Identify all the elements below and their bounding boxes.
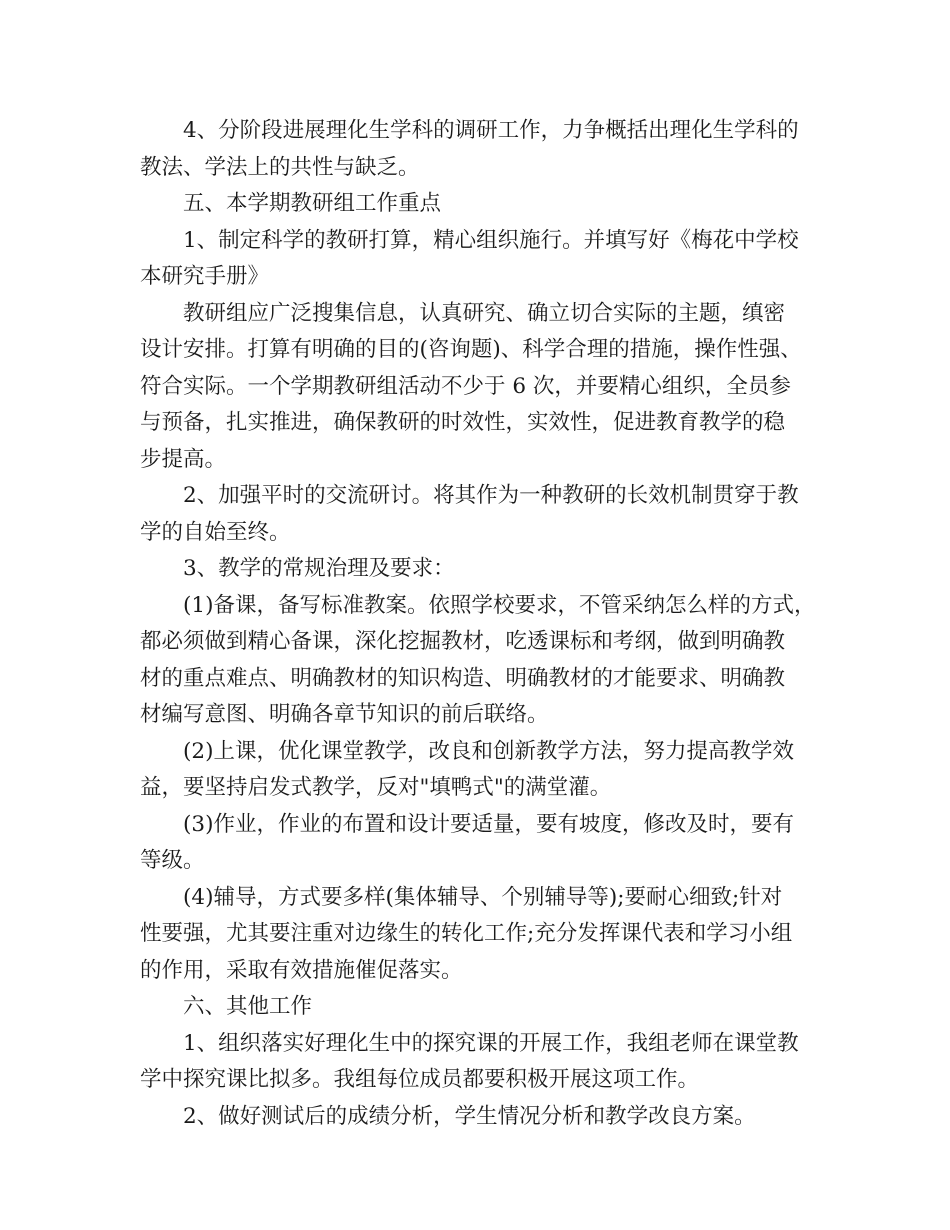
text-line: 材编写意图、明确各章节知识的前后联络。	[140, 702, 549, 727]
text-line: 等级。	[140, 848, 205, 873]
paragraph-score-analysis: 2、做好测试后的成绩分析，学生情况分析和教学改良方案。	[183, 1103, 756, 1129]
text-line: 都必须做到精心备课，深化挖掘教材，吃透课标和考纲，做到明确教	[140, 629, 786, 654]
text-line: 步提高。	[140, 446, 227, 472]
text-line: 1、制定科学的教研打算，精心组织施行。并填写好《梅花中学校	[183, 227, 799, 253]
paragraph-tutoring	[140, 880, 812, 990]
text-line: 设计安排。打算有明确的目的(咨询题)、科学合理的措施，操作性强、	[140, 337, 802, 362]
text-line: (1)备课，备写标准教案。依照学校要求，不管采纳怎么样的方式，	[183, 592, 816, 618]
text-line: 2、加强平时的交流研讨。将其作为一种教研的长效机制贯穿于教	[183, 483, 799, 508]
paragraph-homework	[140, 807, 812, 880]
text-line: (4)辅导，方式要多样(集体辅导、个别辅导等);要耐心细致;针对	[183, 884, 783, 910]
document-body	[140, 113, 816, 1135]
paragraph-item-4	[140, 113, 812, 186]
paragraph-research-group	[140, 296, 812, 479]
paragraph-routine-management: 3、教学的常规治理及要求：	[183, 556, 455, 581]
text-line: 教研组应广泛搜集信息，认真研究、确立切合实际的主题，缜密	[183, 300, 786, 326]
section-heading-5: 五、本学期教研组工作重点	[183, 191, 442, 216]
text-line: 材的重点难点、明确教材的知识构造、明确教材的才能要求、明确教	[140, 665, 786, 691]
text-line: 学的自始至终。	[140, 519, 291, 545]
paragraph-plan	[140, 223, 812, 296]
paragraph-class	[140, 734, 812, 807]
paragraph-inquiry-class	[140, 1026, 812, 1099]
text-line: 4、分阶段进展理化生学科的调研工作，力争概括出理化生学科的	[183, 118, 799, 143]
text-line: 益，要坚持启发式教学，反对"填鸭式"的满堂灌。	[140, 775, 612, 800]
text-line: 符合实际。一个学期教研组活动不少于 6 次，并要精心组织，全员参	[140, 373, 791, 399]
text-line: 教法、学法上的共性与缺乏。	[140, 154, 420, 180]
paragraph-lesson-prep	[140, 588, 816, 734]
text-line: (3)作业，作业的布置和设计要适量，要有坡度，修改及时，要有	[183, 811, 794, 837]
text-line: 的作用，采取有效措施催促落实。	[140, 957, 463, 983]
text-line: (2)上课，优化课堂教学，改良和创新教学方法，努力提高教学效	[183, 738, 794, 764]
paragraph-exchange	[140, 478, 812, 551]
text-line: 与预备，扎实推进，确保教研的时效性，实效性，促进教育教学的稳	[140, 410, 786, 435]
text-line: 1、组织落实好理化生中的探究课的开展工作，我组老师在课堂教	[183, 1030, 799, 1056]
text-line: 性要强，尤其要注重对边缘生的转化工作;充分发挥课代表和学习小组	[140, 921, 793, 946]
text-line: 本研究手册》	[140, 264, 270, 289]
text-line: 学中探究课比拟多。我组每位成员都要积极开展这项工作。	[140, 1067, 700, 1092]
section-heading-6: 六、其他工作	[183, 994, 313, 1019]
